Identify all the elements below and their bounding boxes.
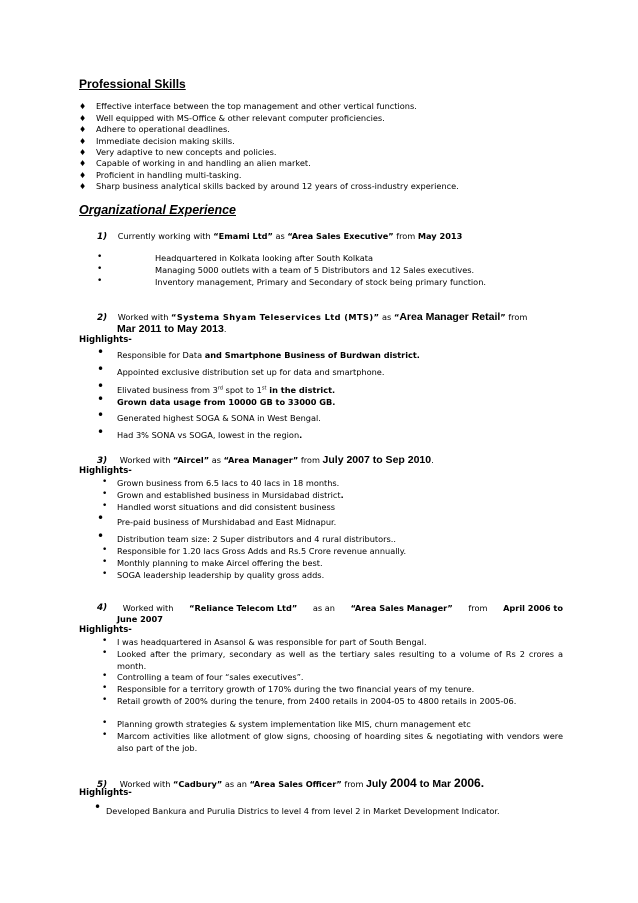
bullet-icon: • bbox=[97, 408, 105, 422]
skill-item: ♦ Effective interface between the top management and other vertical functions. bbox=[79, 101, 417, 111]
bullet-icon: • bbox=[102, 718, 108, 728]
bullet-icon: • bbox=[102, 545, 108, 555]
job3-bullet: Monthly planning to make Aircel offering the best. bbox=[117, 558, 323, 568]
job2-bullet: Responsible for Data and Smartphone Business of Burdwan district. bbox=[117, 350, 420, 360]
diamond-bullet-icon: ♦ bbox=[79, 102, 87, 111]
bullet-icon: • bbox=[97, 379, 105, 393]
job4-date-line: June 2007 bbox=[117, 614, 163, 624]
bullet-icon: • bbox=[97, 362, 105, 376]
bullet-icon: • bbox=[97, 264, 103, 274]
skill-item: ♦ Very adaptive to new concepts and policies. bbox=[79, 147, 277, 157]
skill-item: ♦ Proficient in handling multi-tasking. bbox=[79, 170, 242, 180]
diamond-bullet-icon: ♦ bbox=[79, 171, 87, 180]
job2-line: 2) Worked with “Systema Shyam Teleservices Ltd (MTS)” as “Area Manager Retail” from bbox=[97, 311, 528, 323]
skill-item: ♦ Capable of working in and handling an alien market. bbox=[79, 158, 311, 168]
job1-bullet: Headquartered in Kolkata looking after South Kolkata bbox=[155, 253, 373, 263]
bullet-icon: • bbox=[97, 511, 105, 525]
job3-bullet: Grown and established business in Mursidabad district. bbox=[117, 490, 344, 500]
highlights-label: Highlights- bbox=[79, 466, 132, 476]
job1-bullet: Managing 5000 outlets with a team of 5 Distributors and 12 Sales executives. bbox=[155, 265, 475, 275]
job4-line: 4) Worked with “Reliance Telecom Ltd” as an “Area Sales Manager” from April 2006 to bbox=[97, 603, 563, 613]
job1-line: 1) Currently working with “Emami Ltd” as “Area Sales Executive” from May 2013 bbox=[97, 231, 463, 242]
job2-bullet: Grown data usage from 10000 GB to 33000 GB. bbox=[117, 397, 336, 407]
job3-bullet: SOGA leadership leadership by quality gross adds. bbox=[117, 570, 325, 580]
job3-bullet: Grown business from 6.5 lacs to 40 lacs in 18 months. bbox=[117, 478, 340, 488]
skill-item: ♦ Well equipped with MS-Office & other relevant computer proficiencies. bbox=[79, 113, 385, 123]
bullet-icon: • bbox=[102, 671, 108, 681]
job2-bullet: Appointed exclusive distribution set up for data and smartphone. bbox=[117, 367, 385, 377]
job5-bullet: Developed Bankura and Purulia Districs to level 4 from level 2 in Market Development Indicator. bbox=[106, 806, 500, 816]
diamond-bullet-icon: ♦ bbox=[79, 159, 87, 168]
bullet-icon: • bbox=[102, 501, 108, 511]
bullet-icon: • bbox=[102, 489, 108, 499]
job2-date-line: Mar 2011 to May 2013. bbox=[117, 323, 227, 335]
job4-bullet: Marcom activities like allotment of glow signs, choosing of hoarding sites & negotiating with vendors were also part of the job. bbox=[117, 731, 563, 753]
job2-bullet: Had 3% SONA vs SOGA, lowest in the region. bbox=[117, 430, 303, 440]
job4-bullet: Responsible for a territory growth of 170% during the two financial years of my tenure. bbox=[117, 684, 475, 694]
highlights-label: Highlights- bbox=[79, 788, 132, 798]
bullet-icon: • bbox=[97, 425, 105, 439]
bullet-icon: • bbox=[97, 345, 105, 359]
job4-bullet: Planning growth strategies & system implementation like MIS, churn management etc bbox=[117, 719, 471, 729]
job5-line: 5) Worked with “Cadbury” as an “Area Sales Officer” from July 2004 to Mar 2006. bbox=[97, 776, 485, 790]
diamond-bullet-icon: ♦ bbox=[79, 114, 87, 123]
bullet-icon: • bbox=[97, 529, 105, 543]
job3-bullet: Responsible for 1.20 lacs Gross Adds and Rs.5 Crore revenue annually. bbox=[117, 546, 407, 556]
job3-line: 3) Worked with “Aircel” as “Area Manager” from July 2007 to Sep 2010. bbox=[97, 454, 434, 466]
org-heading: Organizational Experience bbox=[79, 203, 236, 217]
bullet-icon: • bbox=[102, 477, 108, 487]
bullet-icon: • bbox=[97, 276, 103, 286]
diamond-bullet-icon: ♦ bbox=[79, 137, 87, 146]
bullet-icon: • bbox=[102, 730, 108, 740]
diamond-bullet-icon: ♦ bbox=[79, 148, 87, 157]
bullet-icon: • bbox=[97, 392, 105, 406]
bullet-icon: • bbox=[102, 695, 108, 705]
skill-item: ♦ Sharp business analytical skills backed by around 12 years of cross-industry experience. bbox=[79, 181, 459, 191]
highlights-label: Highlights- bbox=[79, 335, 132, 345]
bullet-icon: • bbox=[97, 252, 103, 262]
job4-bullet: I was headquartered in Asansol & was responsible for part of South Bengal. bbox=[117, 637, 427, 647]
job4-bullet: Controlling a team of four “sales executives”. bbox=[117, 672, 304, 682]
bullet-icon: • bbox=[102, 683, 108, 693]
job2-bullet: Elivated business from 3rd spot to 1st in the district. bbox=[117, 385, 336, 395]
bullet-icon: • bbox=[102, 557, 108, 567]
job2-bullet: Generated highest SOGA & SONA in West Bengal. bbox=[117, 413, 321, 423]
job4-bullet: Retail growth of 200% during the tenure, from 2400 retails in 2004-05 to 4800 retails in 2005-06. bbox=[117, 696, 517, 706]
bullet-icon: • bbox=[102, 648, 108, 658]
skills-heading: Professional Skills bbox=[79, 77, 186, 91]
job3-bullet: Distribution team size: 2 Super distributors and 4 rural distributors.. bbox=[117, 534, 396, 544]
skill-item: ♦ Adhere to operational deadlines. bbox=[79, 124, 230, 134]
job4-bullet: Looked after the primary, secondary as well as the tertiary sales resulting to a volume of Rs 2 crores a month. bbox=[117, 649, 563, 671]
job3-bullet: Pre-paid business of Murshidabad and East Midnapur. bbox=[117, 517, 337, 527]
bullet-icon: • bbox=[102, 569, 108, 579]
skill-item: ♦ Immediate decision making skills. bbox=[79, 136, 235, 146]
highlights-label: Highlights- bbox=[79, 625, 132, 635]
diamond-bullet-icon: ♦ bbox=[79, 182, 87, 191]
bullet-icon: • bbox=[94, 800, 102, 814]
job1-bullet: Inventory management, Primary and Secondary of stock being primary function. bbox=[155, 277, 486, 287]
bullet-icon: • bbox=[102, 636, 108, 646]
job3-bullet: Handled worst situations and did consistent business bbox=[117, 502, 336, 512]
diamond-bullet-icon: ♦ bbox=[79, 125, 87, 134]
